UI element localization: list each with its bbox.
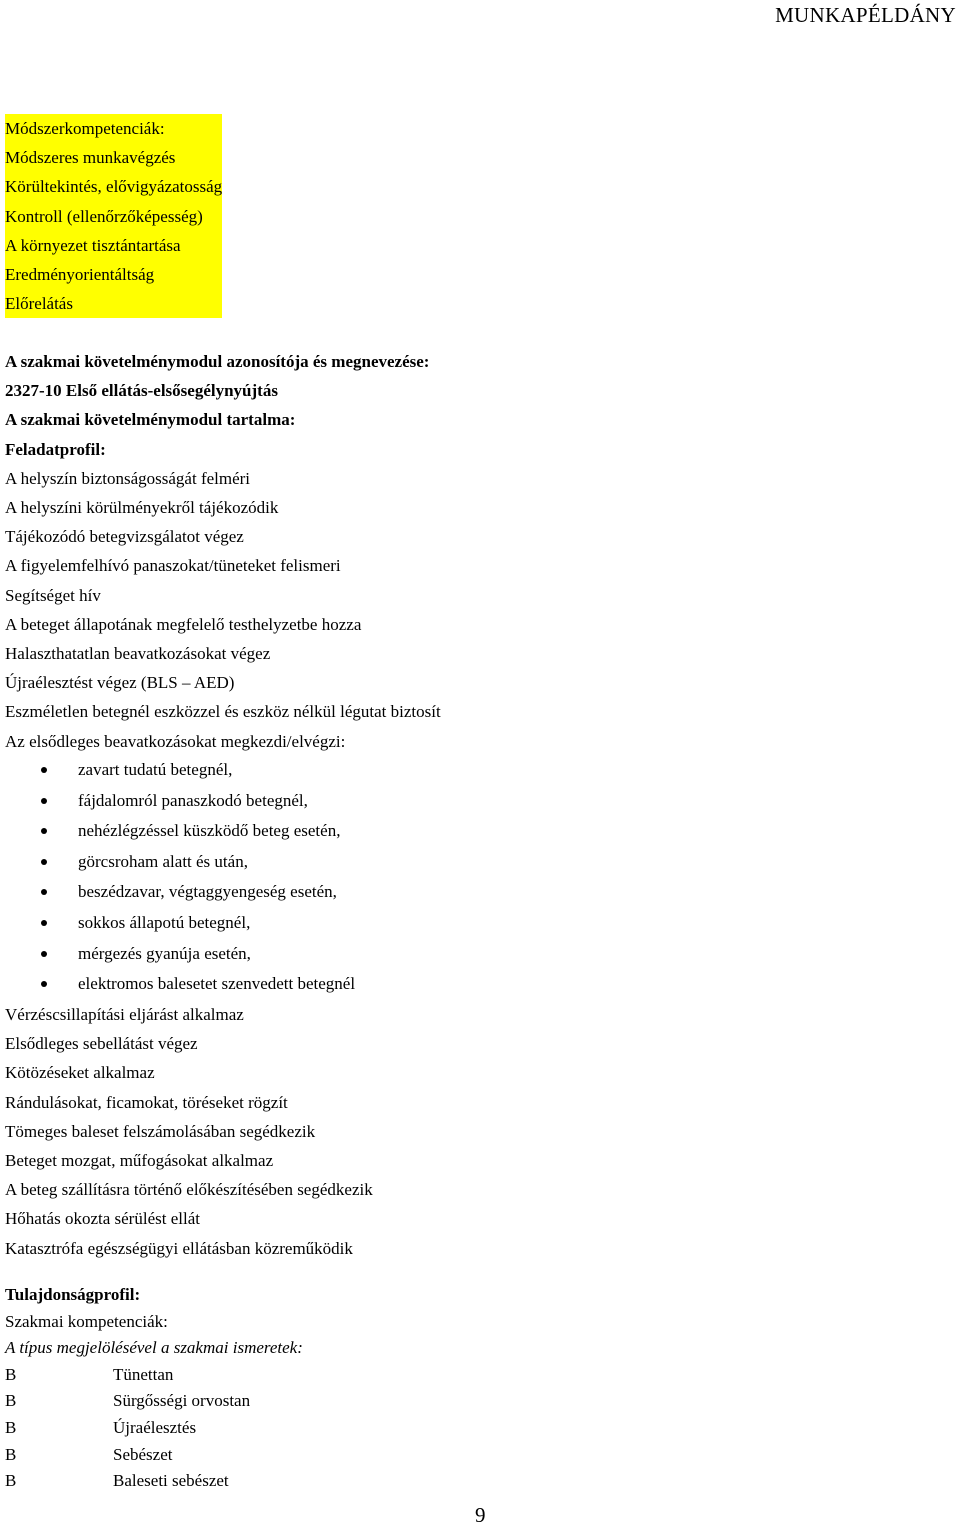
- competency-line: Előrelátás: [5, 289, 222, 318]
- competency-line: A környezet tisztántartása: [5, 231, 222, 260]
- competency-line: Kontroll (ellenőrzőképesség): [5, 202, 222, 231]
- knowledge-type: B: [5, 1444, 17, 1464]
- document-stamp: MUNKAPÉLDÁNY: [775, 3, 956, 27]
- task-list-continued: [5, 1000, 373, 1263]
- knowledge-type: B: [5, 1471, 17, 1491]
- knowledge-name: Sebészet: [113, 1444, 173, 1464]
- task-item: Elsődleges sebellátást végez: [5, 1034, 198, 1054]
- knowledge-type: B: [5, 1391, 17, 1411]
- intervention-list: [5, 755, 355, 1000]
- profile-subtitle: Szakmai kompetenciák:: [5, 1311, 168, 1331]
- task-profile-label: Feladatprofil:: [5, 439, 106, 459]
- knowledge-type: B: [5, 1417, 17, 1437]
- task-item: A beteget állapotának megfelelő testhelyzetbe hozza: [5, 614, 362, 634]
- profile-note: A típus megjelölésével a szakmai ismeretek:: [5, 1338, 303, 1358]
- task-item: Katasztrófa egészségügyi ellátásban közreműködik: [5, 1238, 353, 1258]
- task-item: Hőhatás okozta sérülést ellát: [5, 1209, 200, 1229]
- bullet-item: zavart tudatú betegnél,: [5, 755, 355, 786]
- knowledge-row: [5, 1362, 303, 1389]
- task-item: Kötözéseket alkalmaz: [5, 1063, 155, 1083]
- bullet-item: elektromos balesetet szenvedett betegnél: [5, 969, 355, 1000]
- bullet-item: sokkos állapotú betegnél,: [5, 908, 355, 939]
- task-item: Tömeges baleset felszámolásában segédkezik: [5, 1121, 316, 1141]
- profile-title: Tulajdonságprofil:: [5, 1285, 141, 1304]
- task-item: Beteget mozgat, műfogásokat alkalmaz: [5, 1151, 274, 1171]
- knowledge-row: [5, 1468, 303, 1495]
- competency-line: Eredményorientáltság: [5, 260, 222, 289]
- bullet-item: fájdalomról panaszkodó betegnél,: [5, 786, 355, 817]
- bullet-item: mérgezés gyanúja esetén,: [5, 939, 355, 970]
- competency-line: Módszeres munkavégzés: [5, 143, 222, 172]
- task-item: A helyszíni körülményekről tájékozódik: [5, 498, 279, 518]
- task-item: Tájékozódó betegvizsgálatot végez: [5, 527, 244, 547]
- task-item: A beteg szállításra történő előkészítésében segédkezik: [5, 1180, 373, 1200]
- task-item: A helyszín biztonságosságát felméri: [5, 468, 251, 488]
- knowledge-name: Baleseti sebészet: [113, 1471, 229, 1491]
- module-id-label: A szakmai követelménymodul azonosítója és megnevezése:: [5, 352, 430, 371]
- page-number: 9: [475, 1503, 486, 1527]
- bullet-item: nehézlégzéssel küszködő beteg esetén,: [5, 816, 355, 847]
- task-item: Segítséget hív: [5, 585, 101, 605]
- bullet-item: beszédzavar, végtaggyengeség esetén,: [5, 877, 355, 908]
- knowledge-name: Sürgősségi orvostan: [113, 1391, 251, 1411]
- knowledge-row: [5, 1415, 303, 1442]
- competency-line: Körültekintés, elővigyázatosság: [5, 172, 222, 201]
- task-item: Rándulásokat, ficamokat, töréseket rögzít: [5, 1092, 288, 1112]
- task-item: Halaszthatatlan beavatkozásokat végez: [5, 644, 271, 664]
- knowledge-type: B: [5, 1364, 17, 1384]
- bullet-item: görcsroham alatt és után,: [5, 847, 355, 878]
- knowledge-row: [5, 1442, 303, 1469]
- method-competencies: [5, 114, 222, 318]
- knowledge-row: [5, 1388, 303, 1415]
- module-id-name: 2327-10 Első ellátás-elsősegélynyújtás: [5, 381, 278, 401]
- task-item: Az elsődleges beavatkozásokat megkezdi/elvégzi:: [5, 731, 346, 751]
- module-content-label: A szakmai követelménymodul tartalma:: [5, 410, 296, 430]
- task-item: Újraélesztést végez (BLS – AED): [5, 673, 235, 693]
- module-section: [5, 347, 441, 756]
- knowledge-name: Tünettan: [113, 1364, 174, 1384]
- task-item: Eszméletlen betegnél eszközzel és eszköz nélkül légutat biztosít: [5, 702, 441, 722]
- property-profile: [5, 1282, 303, 1495]
- knowledge-name: Újraélesztés: [113, 1417, 197, 1437]
- competency-line: Módszerkompetenciák:: [5, 114, 222, 143]
- task-item: A figyelemfelhívó panaszokat/tüneteket felismeri: [5, 556, 341, 576]
- task-item: Vérzéscsillapítási eljárást alkalmaz: [5, 1005, 244, 1024]
